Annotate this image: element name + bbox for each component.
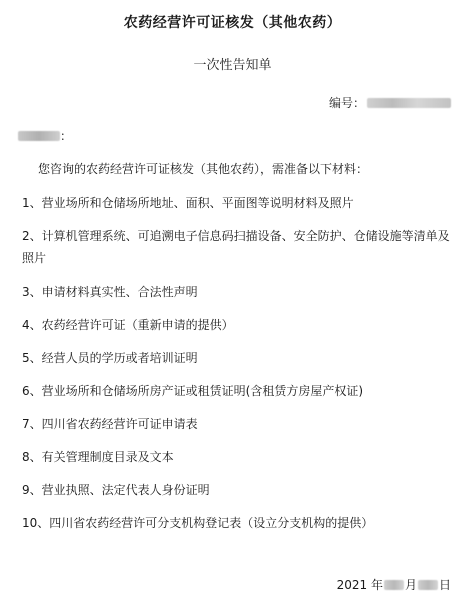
list-item: 6、营业场所和仓储场所房产证或租赁证明(含租赁方房屋产权证) xyxy=(22,384,364,398)
list-item: 9、营业执照、法定代表人身份证明 xyxy=(22,483,210,497)
document-subtitle: 一次性告知单 xyxy=(193,58,272,73)
document-number xyxy=(329,94,451,111)
list-item: 7、四川省农药经营许可证申请表 xyxy=(22,417,198,431)
list-item: 10、四川省农药经营许可分支机构登记表（设立分支机构的提供） xyxy=(22,516,374,530)
redacted-day xyxy=(418,580,438,590)
redacted-month xyxy=(384,580,404,590)
redacted-name xyxy=(18,131,60,141)
document-title: 农药经营许可证核发（其他农药） xyxy=(123,15,342,31)
list-item: 2、计算机管理系统、可追溯电子信息码扫描设备、安全防护、仓储设施等清单及照片 xyxy=(22,229,450,265)
date-day-label: 日 xyxy=(438,578,451,592)
date-month-label: 月 xyxy=(404,578,417,592)
list-item: 5、经营人员的学历或者培训证明 xyxy=(22,351,198,365)
salutation-colon: ： xyxy=(60,129,73,143)
list-item: 3、申请材料真实性、合法性声明 xyxy=(22,285,198,299)
salutation xyxy=(18,127,72,144)
document-date xyxy=(337,576,451,593)
intro-text: 您咨询的农药经营许可证核发（其他农药），需准备以下材料： xyxy=(38,162,369,176)
list-item: 4、农药经营许可证（重新申请的提供） xyxy=(22,318,234,332)
list-item: 8、有关管理制度目录及文本 xyxy=(22,450,174,464)
redacted-number xyxy=(367,98,451,108)
list-item: 1、营业场所和仓储场所地址、面积、平面图等说明材料及照片 xyxy=(22,196,354,210)
number-label: 编号： xyxy=(328,96,365,110)
date-year: 2021 年 xyxy=(336,578,383,592)
